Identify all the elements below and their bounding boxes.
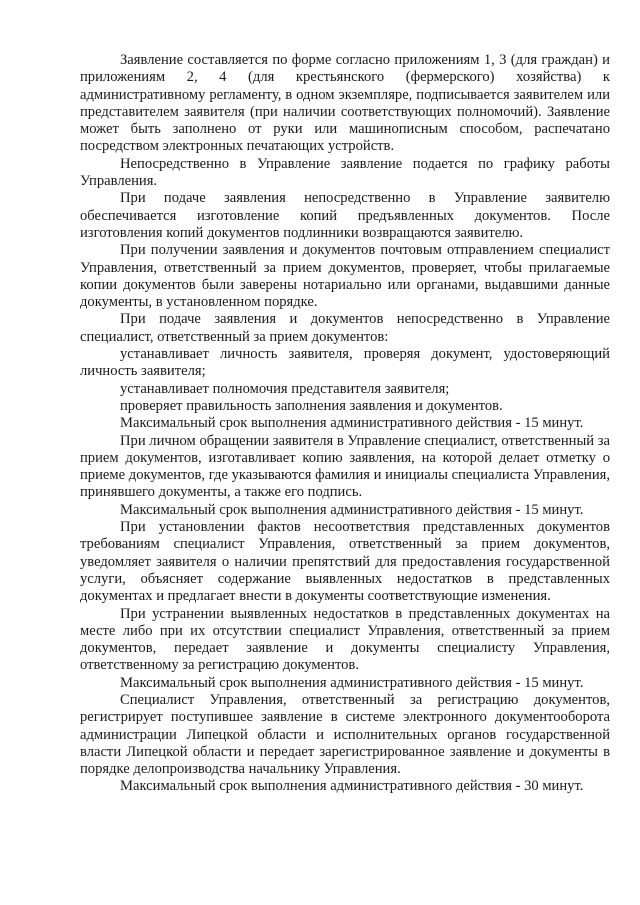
paragraph-copies: При подаче заявления непосредственно в Управление заявителю обеспечивается изготовление копий предъявленных документов. После изготовления копий документов подлинники возвращаются заявителю. <box>80 190 610 241</box>
paragraph-corrections: При устранении выявленных недостатков в представленных документах на месте либо при их отсутствии специалист Управления, ответственный за прием документов, передает заявление и документы специалисту Управления, ответственному за регистрацию документов. <box>80 605 610 674</box>
paragraph-max-time-2: Максимальный срок выполнения административного действия - 15 минут. <box>120 501 584 518</box>
document-page <box>80 52 610 796</box>
paragraph-submission-schedule: Непосредственно в Управление заявление подается по графику работы Управления. <box>80 155 610 190</box>
paragraph-postal-check: При получении заявления и документов почтовым отправлением специалист Управления, ответственный за прием документов, проверяет, чтобы прилагаемые копии документов были заверены нотариально или органами, выдавшими данные документы, в установленном порядке. <box>80 242 610 311</box>
paragraph-max-time-4: Максимальный срок выполнения административного действия - 30 минут. <box>120 778 584 795</box>
paragraph-max-time-1: Максимальный срок выполнения административного действия - 15 минут. <box>120 415 584 432</box>
paragraph-direct-submission: При подаче заявления и документов непосредственно в Управление специалист, ответственный за прием документов: <box>80 311 610 345</box>
paragraph-authority-check: устанавливает полномочия представителя заявителя; <box>120 380 450 397</box>
paragraph-nonconformity: При установлении фактов несоответствия представленных документов требованиям специалист Управления, ответственный за прием документов, уведомляет заявителя о наличии препятствий для предоставления государственной услуги, объясняет содержание выявленных недостатков в представленных документах и предлагает внести в документы соответствующие изменения. <box>80 519 610 605</box>
paragraph-identity-check: устанавливает личность заявителя, проверяя документ, удостоверяющий личность заявителя; <box>80 346 610 380</box>
paragraph-correctness-check: проверяет правильность заполнения заявления и документов. <box>120 397 503 414</box>
paragraph-personal-visit: При личном обращении заявителя в Управление специалист, ответственный за прием документов, изготавливает копию заявления, на которой делает отметку о приеме документов, где указываются фамилия и инициалы специалиста Управления, принявшего документы, а также его подпись. <box>80 432 610 501</box>
paragraph-application-form: Заявление составляется по форме согласно приложениям 1, 3 (для граждан) и приложениям 2, 4 (для крестьянского (фермерского) хозяйства) к административному регламенту, в одном экземпляре, подписывается заявителем или представителем заявителя (при наличии соответствующих полномочий). Заявление может быть заполнено от руки или машинописным способом, распечатано посредством электронных печатающих устройств. <box>80 52 610 155</box>
paragraph-registration: Специалист Управления, ответственный за регистрацию документов, регистрирует поступившее заявление в системе электронного документооборота администрации Липецкой области и исполнительных органов государственной власти Липецкой области и передает зарегистрированное заявление и документы в порядке делопроизводства начальнику Управления. <box>80 691 610 778</box>
paragraph-max-time-3: Максимальный срок выполнения административного действия - 15 минут. <box>120 674 584 691</box>
